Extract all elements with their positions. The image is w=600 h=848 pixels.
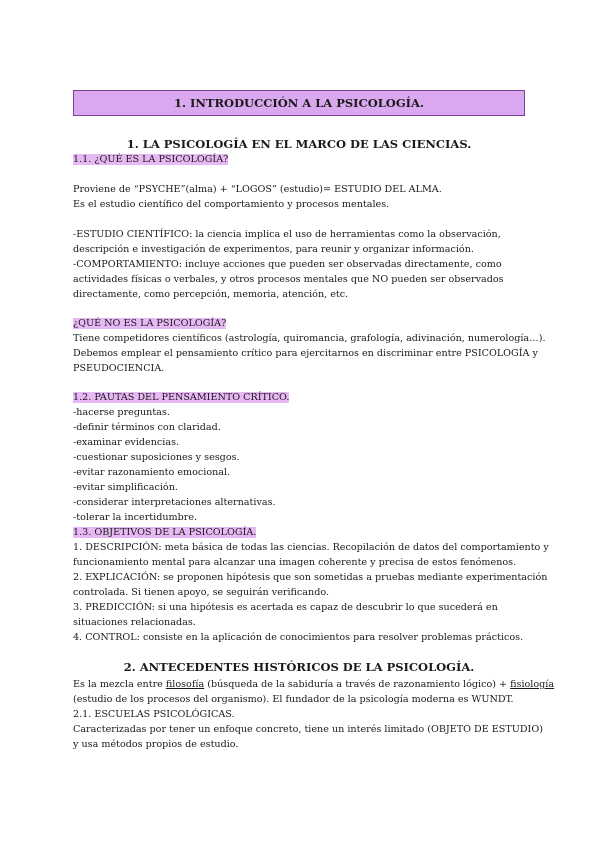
- objective-line: situaciones relacionadas.: [73, 617, 196, 628]
- list-item: -evitar simplificación.: [73, 482, 178, 493]
- list-item: -tolerar la incertidumbre.: [73, 512, 198, 523]
- history-line-5: y usa métodos propios de estudio.: [73, 739, 239, 750]
- text-span: (búsqueda de la sabiduría a través de razonamiento lógico) +: [204, 679, 511, 690]
- list-item: -examinar evidencias.: [73, 437, 180, 448]
- not-line-1: Tiene competidores científicos (astrología, quiromancia, grafología, adivinación, numerología…).: [73, 333, 546, 344]
- heading-1-3: 1.3. OBJETIVOS DE LA PSICOLOGÍA.: [73, 527, 257, 538]
- objective-line: funcionamiento mental para alcanzar una imagen coherente y precisa de estos fenómenos.: [73, 557, 517, 568]
- paragraph-origin: [73, 182, 533, 212]
- main-title: 1. INTRODUCCIÓN A LA PSICOLOGÍA.: [174, 96, 424, 110]
- history-line-1: [73, 677, 555, 692]
- def-line-1: -ESTUDIO CIENTÍFICO: la ciencia implica el uso de herramientas como la observación,: [73, 229, 501, 240]
- not-line-3: PSEUDOCIENCIA.: [73, 363, 165, 374]
- objective-line: 1. DESCRIPCIÓN: meta básica de todas las ciencias. Recopilación de datos del comportamiento y: [73, 542, 549, 553]
- heading-not-psychology: ¿QUÉ NO ES LA PSICOLOGÍA?: [73, 318, 227, 329]
- paragraph-not-psychology: [73, 316, 546, 376]
- heading-1-1: 1.1. ¿QUÉ ES LA PSICOLOGÍA?: [73, 154, 229, 165]
- origin-line-2: Es el estudio científico del comportamiento y procesos mentales.: [73, 199, 390, 210]
- section2-heading: 2. ANTECEDENTES HISTÓRICOS DE LA PSICOLOGÍA.: [123, 660, 475, 674]
- section1-heading: 1. LA PSICOLOGÍA EN EL MARCO DE LAS CIENCIAS.: [126, 137, 472, 151]
- objective-line: controlada. Si tienen apoyo, se seguirán verificando.: [73, 587, 329, 598]
- heading-2-1: 2.1. ESCUELAS PSICOLÓGICAS.: [73, 709, 235, 720]
- def-line-3: -COMPORTAMIENTO: incluye acciones que pueden ser observadas directamente, como: [73, 259, 502, 270]
- section1-q1: [73, 152, 533, 167]
- def-line-4: actividades físicas o verbales, y otros procesos mentales que NO pueden ser observados: [73, 274, 504, 285]
- not-line-2: Debemos emplear el pensamiento crítico para ejercitarnos en discriminar entre PSICOLOGÍA y: [73, 348, 538, 359]
- section2-body: [73, 677, 555, 752]
- fisiologia-term: fisiología: [510, 679, 555, 690]
- heading-1-2: 1.2. PAUTAS DEL PENSAMIENTO CRÍTICO.: [73, 392, 290, 403]
- main-title-box: [73, 90, 525, 116]
- objective-line: 2. EXPLICACIÓN: se proponen hipótesis que son sometidas a pruebas mediante experimentación: [73, 572, 548, 583]
- def-line-5: directamente, como percepción, memoria, atención, etc.: [73, 289, 349, 300]
- history-line-4: Caracterizadas por tener un enfoque concreto, tiene un interés limitado (OBJETO DE ESTUDIO): [73, 724, 543, 735]
- list-item: -evitar razonamiento emocional.: [73, 467, 231, 478]
- text-span: Es la mezcla entre: [73, 679, 166, 690]
- objective-line: 3. PREDICCIÓN: si una hipótesis es acertada es capaz de descubrir lo que sucederá en: [73, 602, 498, 613]
- paragraph-definitions: [73, 227, 533, 302]
- objective-line: 4. CONTROL: consiste en la aplicación de conocimientos para resolver problemas prácticos.: [73, 632, 524, 643]
- list-item: -cuestionar suposiciones y sesgos.: [73, 452, 240, 463]
- list-item: -considerar interpretaciones alternativas.: [73, 497, 276, 508]
- list-item: -definir términos con claridad.: [73, 422, 221, 433]
- critical-thinking-list: [73, 390, 549, 645]
- history-line-2: (estudio de los procesos del organismo). El fundador de la psicología moderna es WUNDT.: [73, 694, 514, 705]
- def-line-2: descripción e investigación de experimentos, para reunir y organizar información.: [73, 244, 474, 255]
- list-item: -hacerse preguntas.: [73, 407, 170, 418]
- filosofia-term: filosofía: [165, 679, 205, 690]
- origin-line-1: Proviene de “PSYCHE”(alma) + “LOGOS” (estudio)= ESTUDIO DEL ALMA.: [73, 184, 442, 195]
